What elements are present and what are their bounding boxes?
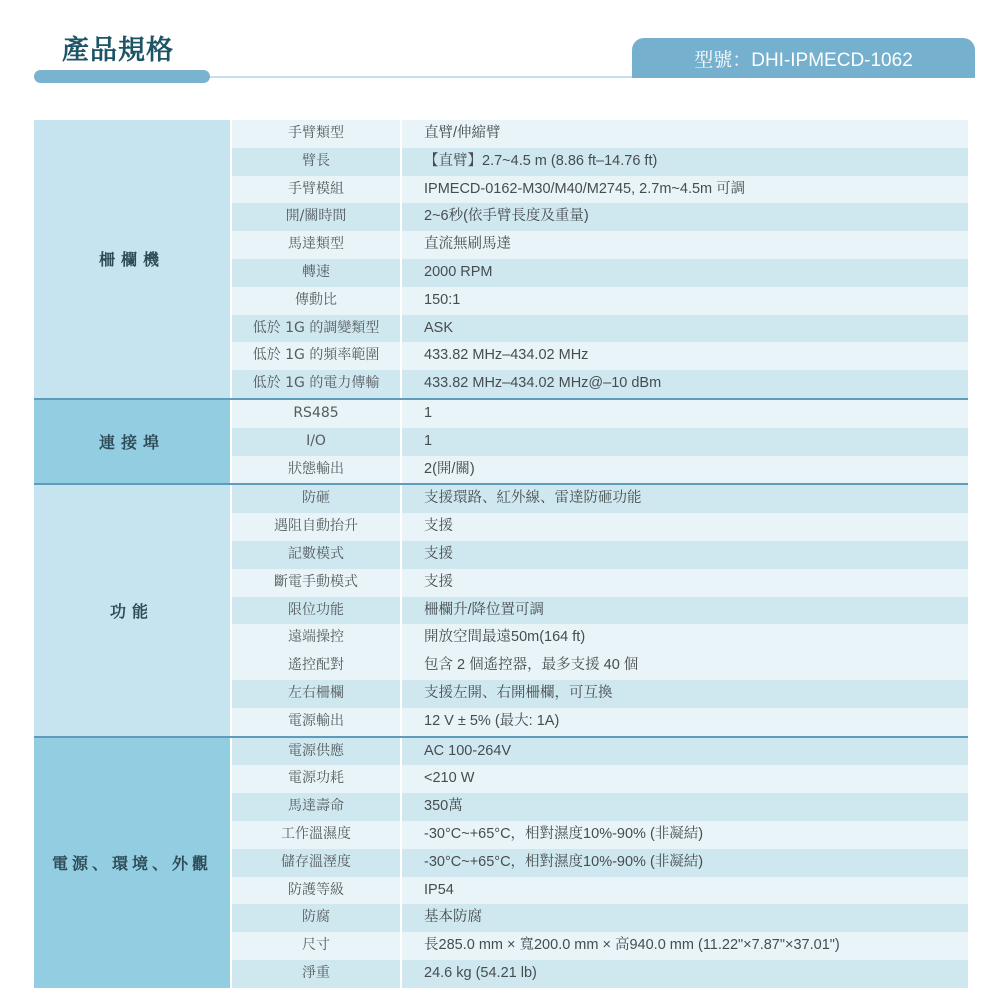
spec-row <box>232 176 968 204</box>
group-label: 連接埠 <box>34 400 232 483</box>
spec-label: 記數模式 <box>232 541 402 569</box>
spec-label: 尺寸 <box>232 932 402 960</box>
spec-value: 直臂/伸縮臂 <box>402 120 968 148</box>
spec-table <box>34 120 968 988</box>
spec-label: 低於 1G 的調變類型 <box>232 315 402 343</box>
spec-row <box>232 259 968 287</box>
spec-value: 2000 RPM <box>402 259 968 287</box>
spec-label: 開/關時間 <box>232 203 402 231</box>
spec-label: 低於 1G 的頻率範圍 <box>232 342 402 370</box>
spec-value: 2(開/關) <box>402 456 968 484</box>
spec-value: 支援左開、右開柵欄，可互換 <box>402 680 968 708</box>
spec-label: 電源輸出 <box>232 708 402 736</box>
spec-label: 手臂模組 <box>232 176 402 204</box>
spec-row <box>232 120 968 148</box>
spec-label: 遙控配對 <box>232 652 402 680</box>
spec-row <box>232 513 968 541</box>
spec-row <box>232 877 968 905</box>
spec-value: IP54 <box>402 877 968 905</box>
spec-label: 工作溫濕度 <box>232 821 402 849</box>
spec-row <box>232 569 968 597</box>
spec-group-functions <box>34 483 968 735</box>
spec-value: 開放空間最遠50m(164 ft) <box>402 624 968 652</box>
spec-label: I/O <box>232 428 402 456</box>
spec-value: 基本防腐 <box>402 904 968 932</box>
spec-label: 低於 1G 的電力傳輸 <box>232 370 402 398</box>
spec-value: <210 W <box>402 765 968 793</box>
spec-row <box>232 400 968 428</box>
spec-row <box>232 370 968 398</box>
spec-label: 防護等級 <box>232 877 402 905</box>
spec-label: 手臂類型 <box>232 120 402 148</box>
group-label: 功能 <box>34 485 232 735</box>
spec-label: RS485 <box>232 400 402 428</box>
model-number-tab: 型號：DHI-IPMECD-1062 <box>632 38 975 78</box>
spec-value: 2~6秒(依手臂長度及重量) <box>402 203 968 231</box>
spec-label: 遇阻自動抬升 <box>232 513 402 541</box>
spec-value: 直流無刷馬達 <box>402 231 968 259</box>
spec-value: 150:1 <box>402 287 968 315</box>
spec-value: 433.82 MHz–434.02 MHz <box>402 342 968 370</box>
spec-label: 斷電手動模式 <box>232 569 402 597</box>
spec-row <box>232 203 968 231</box>
spec-value: 長285.0 mm × 寬200.0 mm × 高940.0 mm (11.22"×7.87"×37.01") <box>402 932 968 960</box>
spec-value: 包含 2 個遙控器，最多支援 40 個 <box>402 652 968 680</box>
spec-row <box>232 849 968 877</box>
spec-label: 防腐 <box>232 904 402 932</box>
spec-row <box>232 456 968 484</box>
spec-label: 臂長 <box>232 148 402 176</box>
spec-row <box>232 231 968 259</box>
spec-value: 350萬 <box>402 793 968 821</box>
spec-value: 1 <box>402 400 968 428</box>
spec-group-ports <box>34 398 968 483</box>
spec-label: 馬達壽命 <box>232 793 402 821</box>
spec-row <box>232 680 968 708</box>
group-label: 電源、環境、外觀 <box>34 738 232 988</box>
spec-value: 433.82 MHz–434.02 MHz@–10 dBm <box>402 370 968 398</box>
spec-label: 遠端操控 <box>232 624 402 652</box>
spec-value: 支援 <box>402 541 968 569</box>
spec-row <box>232 485 968 513</box>
spec-label: 儲存溫溼度 <box>232 849 402 877</box>
spec-row <box>232 960 968 988</box>
page-title: 產品規格 <box>62 35 174 66</box>
spec-row <box>232 793 968 821</box>
spec-row <box>232 932 968 960</box>
spec-row <box>232 342 968 370</box>
spec-value: 1 <box>402 428 968 456</box>
spec-value: IPMECD-0162-M30/M40/M2745, 2.7m~4.5m 可調 <box>402 176 968 204</box>
spec-row <box>232 708 968 736</box>
spec-group-power-environment <box>34 736 968 988</box>
spec-value: ASK <box>402 315 968 343</box>
spec-label: 防砸 <box>232 485 402 513</box>
spec-row <box>232 904 968 932</box>
spec-group-gate <box>34 120 968 398</box>
spec-value: 24.6 kg (54.21 lb) <box>402 960 968 988</box>
spec-label: 限位功能 <box>232 597 402 625</box>
spec-value: AC 100-264V <box>402 738 968 766</box>
spec-value: 支援 <box>402 513 968 541</box>
spec-row <box>232 541 968 569</box>
spec-label: 電源供應 <box>232 738 402 766</box>
spec-row <box>232 652 968 680</box>
spec-row <box>232 315 968 343</box>
group-label: 柵欄機 <box>34 120 232 398</box>
spec-row <box>232 287 968 315</box>
spec-row <box>232 738 968 766</box>
spec-label: 馬達類型 <box>232 231 402 259</box>
spec-label: 左右柵欄 <box>232 680 402 708</box>
spec-row <box>232 428 968 456</box>
spec-value: 支援 <box>402 569 968 597</box>
spec-value: 支援環路、紅外線、雷達防砸功能 <box>402 485 968 513</box>
spec-value: -30°C~+65°C，相對濕度10%-90% (非凝結) <box>402 849 968 877</box>
spec-value: -30°C~+65°C，相對濕度10%-90% (非凝結) <box>402 821 968 849</box>
spec-label: 轉速 <box>232 259 402 287</box>
spec-label: 淨重 <box>232 960 402 988</box>
title-underline-pill <box>34 70 210 83</box>
spec-row <box>232 765 968 793</box>
spec-value: 【直臂】2.7~4.5 m (8.86 ft–14.76 ft) <box>402 148 968 176</box>
spec-label: 傳動比 <box>232 287 402 315</box>
spec-label: 狀態輸出 <box>232 456 402 484</box>
spec-label: 電源功耗 <box>232 765 402 793</box>
spec-row <box>232 597 968 625</box>
spec-row <box>232 148 968 176</box>
spec-value: 12 V ± 5% (最大: 1A) <box>402 708 968 736</box>
spec-value: 柵欄升/降位置可調 <box>402 597 968 625</box>
spec-row <box>232 821 968 849</box>
spec-row <box>232 624 968 652</box>
